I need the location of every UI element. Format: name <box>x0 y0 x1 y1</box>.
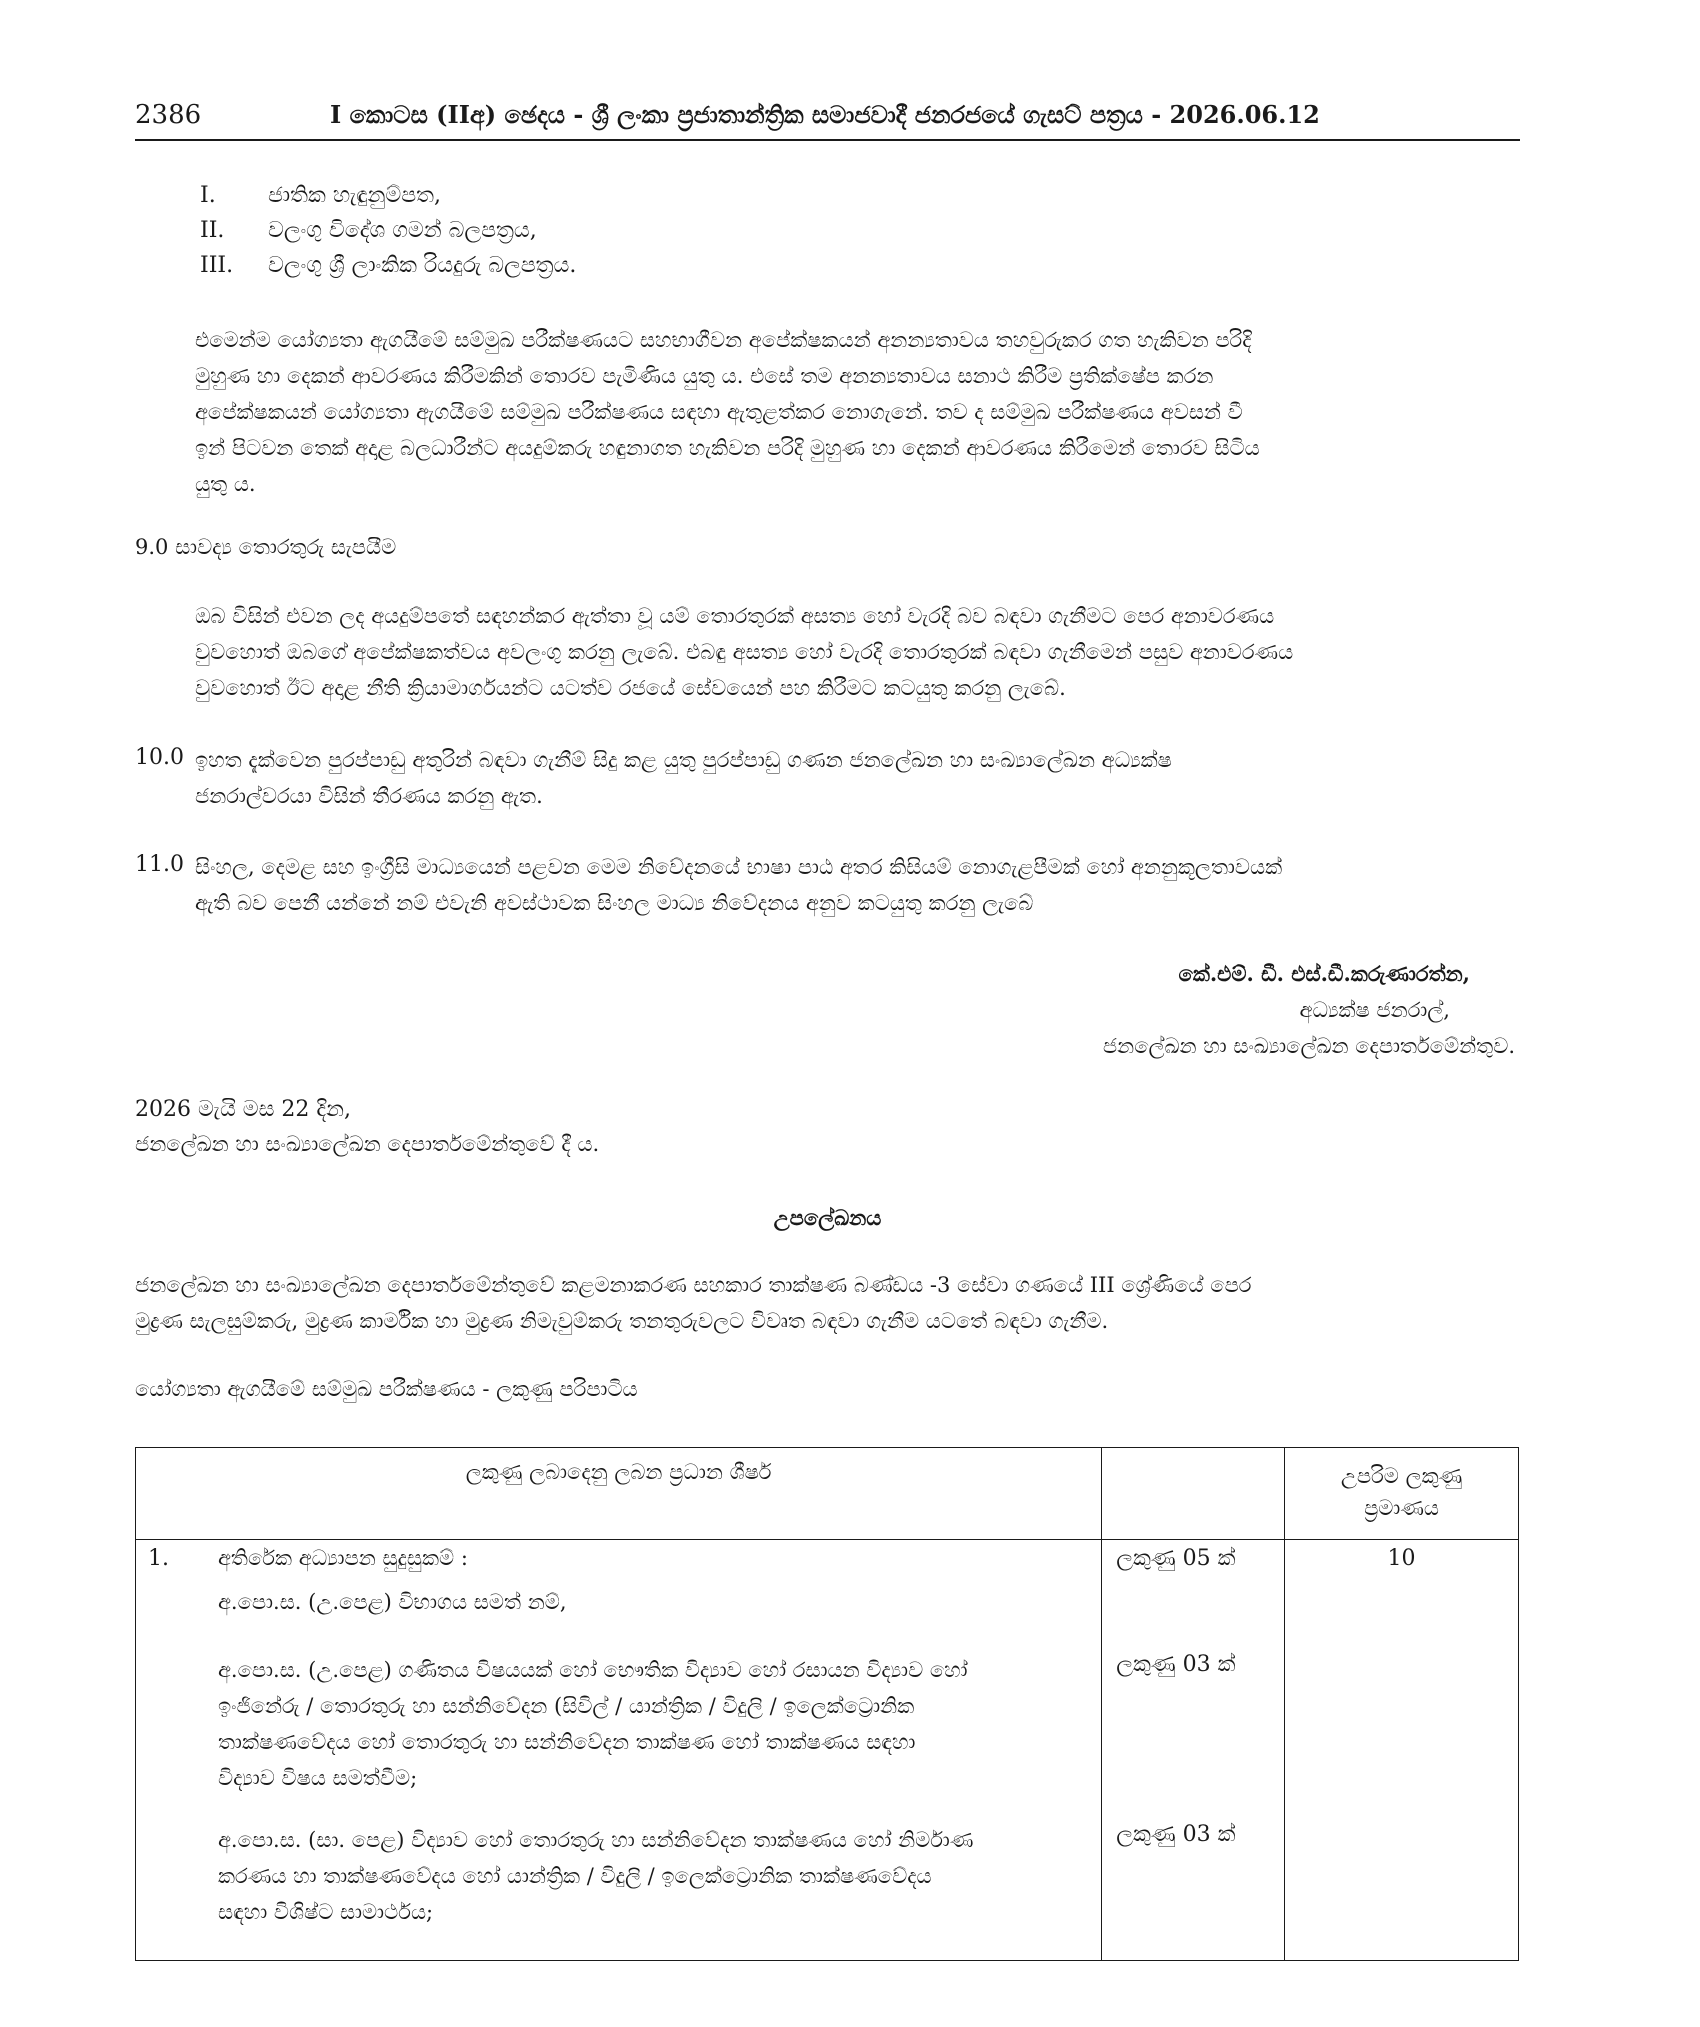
col-header-marks <box>1102 1448 1285 1540</box>
section-10-number: 10.0 <box>135 745 184 770</box>
place-line: ජනලේඛන හා සංඛ්‍යාලේඛන දෙපාර්තමේන්තුවේ දී ය. <box>135 1132 600 1156</box>
header-rule <box>135 139 1520 141</box>
row-number: 1. <box>148 1546 169 1571</box>
signature-block <box>1102 956 1515 1064</box>
paragraph-line: සිංහල, දෙමළ සහ ඉංග්‍රීසි මාධ්‍යයෙන් පළවන මෙම නිවේදනයේ භාෂා පාඨ අතර කිසියම් නොගැළපීමක් හෝ අනනුකූලතාවයක් <box>195 855 1283 879</box>
paragraph-line: මුහුණ හා දෙකන් ආවරණය කිරීමකින් තොරව පැමිණිය යුතු ය. එසේ තම අනන්‍යතාවය සනාථ කිරීම ප්‍රතික්ෂේප කරන <box>195 364 1214 388</box>
table-header-row <box>136 1448 1519 1540</box>
paragraph-line: යුතු ය. <box>195 472 256 496</box>
paragraph-line: වුවහොත් ඊට අදාළ නීති ක්‍රියාමාර්ගයන්ට යටත්ව රජයේ සේවයෙන් පහ කිරීමට කටයුතු කරනු ලැබේ. <box>195 676 1066 700</box>
paragraph-line: ඉහත දැක්වෙන පුරප්පාඩු අතුරින් බඳවා ගැනීම් සිදු කළ යුතු පුරප්පාඩු ගණන ජනලේඛන හා සංඛ්‍යාලේඛන අධ්‍යක්ෂ <box>195 748 1172 772</box>
scheme-heading: යෝග්‍යතා ඇගයීමේ සම්මුඛ පරීක්ෂණය - ලකුණු පරිපාටිය <box>135 1377 638 1401</box>
paragraph-line: අපේක්ෂකයන් යෝග්‍යතා ඇගයීමේ සම්මුඛ පරීක්ෂණය සඳහා ඇතුළත්කර නොගැනේ. තව ද සම්මුඛ පරීක්ෂණය අවසන් වී <box>195 400 1243 424</box>
table-row <box>136 1540 1519 1961</box>
page-number: 2386 <box>135 100 202 130</box>
marks-value: ලකුණු 03 ක් <box>1116 1822 1236 1847</box>
paragraph-line: මුද්‍රණ සැලසුම්කරු, මුද්‍රණ කාර්මික හා මුද්‍රණ නිමැවුම්කරු තනතුරුවලට විවෘත බඳවා ගැනීම යටතේ බඳවා ගැනීම. <box>135 1309 1109 1333</box>
marks-table <box>135 1447 1519 1961</box>
paragraph-line: එමෙන්ම යෝග්‍යතා ඇගයීමේ සම්මුඛ පරීක්ෂණයට සහභාගීවන අපේක්ෂකයන් අනන්‍යතාවය තහවුරුකර ගත හැකිවන පරිදි <box>195 328 1252 352</box>
signatory-department: ජනලේඛන හා සංඛ්‍යාලේඛන දෙපාර්තමේන්තුව. <box>1102 1034 1515 1058</box>
section-9-heading: 9.0 සාවද්‍ය තොරතුරු සැපයීම <box>135 535 397 559</box>
criteria-item-1: අ.පො.ස. (උ.පෙළ) විභාගය සමත් නම්, <box>218 1590 567 1614</box>
paragraph-line: ජනලේඛන හා සංඛ්‍යාලේඛන දෙපාර්තමේන්තුවේ කළමනාකරණ සහකාර තාක්ෂණ බණ්ඩය -3 සේවා ගණයේ III ශ්‍රේණියේ පෙර <box>135 1273 1252 1297</box>
col-header-max: උපරිම ලකුණු ප්‍රමාණය <box>1285 1448 1519 1540</box>
paragraph-line: ඇති බව පෙනී යන්නේ නම් එවැනි අවස්ථාවක සිංහල මාධ්‍ය නිවේදනය අනුව කටයුතු කරනු ලැබේ <box>195 891 1034 915</box>
col-header-main: ලකුණු ලබාදෙනු ලබන ප්‍රධාන ශීර්ෂ <box>136 1448 1102 1540</box>
row-criteria-cell <box>136 1540 1102 1961</box>
row-heading: අතිරේක අධ්‍යාපන සුදුසුකම් : <box>218 1546 468 1570</box>
signatory-name: කේ.එම්. ඩී. එස්.ඩී.කරුණාරත්න, <box>1178 961 1470 986</box>
row-marks-cell <box>1102 1540 1285 1961</box>
section-11-body <box>195 849 1520 921</box>
id-list-item: II. වලංගු විදේශ ගමන් බලපත්‍රය, <box>200 218 537 243</box>
paragraph-line: වුවහොත් ඔබගේ අපේක්ෂකත්වය අවලංගු කරනු ලැබේ. එබඳු අසත්‍ය හෝ වැරදි තොරතුරක් බඳවා ගැනීමෙන් පසුව අනාවරණය <box>195 640 1294 664</box>
marks-value: ලකුණු 03 ක් <box>1116 1652 1236 1677</box>
annex-title: උපලේඛනය <box>773 1205 882 1230</box>
section-10-body <box>195 742 1520 814</box>
row-max-cell: 10 <box>1285 1540 1519 1961</box>
paragraph-line: ඔබ විසින් එවන ලද අයදුම්පතේ සඳහන්කර ඇත්තා වූ යම් තොරතුරක් අසත්‍ය හෝ වැරදි බව බඳවා ගැනීමට පෙර අනාවරණය <box>195 604 1275 628</box>
section-9-body <box>195 598 1520 706</box>
id-list-item: III. වලංගු ශ්‍රී ලාංකික රියදුරු බලපත්‍රය. <box>200 253 577 278</box>
page-title: I කොටස (IIඅ) ඡෙදය - ශ්‍රී ලංකා ප්‍රජාතාන්ත්‍රික සමාජවාදී ජනරජයේ ගැසට් පත්‍රය - 2026.06.12 <box>330 100 1320 129</box>
identity-paragraph <box>195 322 1520 502</box>
paragraph-line: ඉන් පිටවන තෙක් අදාළ බලධාරීන්ට අයදුම්කරු හඳුනාගත හැකිවන පරිදි මුහුණ හා දෙකන් ආවරණය කිරීමෙන් තොරව සිටිය <box>195 436 1260 460</box>
annex-intro <box>135 1267 1520 1339</box>
id-list-item: I. ජාතික හැඳුනුම්පත, <box>200 183 441 208</box>
date-line: 2026 මැයි මස 22 දින, <box>135 1097 351 1122</box>
paragraph-line: ජනරාල්වරයා විසින් තීරණය කරනු ඇත. <box>195 784 543 808</box>
criteria-item-2: අ.පො.ස. (උ.පෙළ) ගණිතය විෂයයක් හෝ භෞතික විද්‍යාව හෝ රසායන විද්‍යාව හෝ ඉංජිනේරු / තොරතුරු හා සන්නිවේදන (සිවිල් / යාන්ත්‍රික / විදුලි / ඉලෙක්ට්‍රොනික තාක්ෂණවේදය හෝ තොරතුරු හා සන්නිවේදන තාක්ෂණ හෝ තාක්ෂණය සඳහා විද්‍යාව විෂය සමත්වීම; <box>218 1658 968 1790</box>
signatory-title: අධ්‍යක්ෂ ජනරාල්, <box>1299 998 1450 1022</box>
marks-value: ලකුණු 05 ක් <box>1116 1546 1236 1571</box>
section-11-number: 11.0 <box>135 852 184 877</box>
criteria-item-3: අ.පො.ස. (සා. පෙළ) විද්‍යාව හෝ තොරතුරු හා සන්නිවේදන තාක්ෂණය හෝ නිර්මාණ කරණය හා තාක්ෂණවේදය හෝ යාන්ත්‍රික / විදුලි / ඉලෙක්ට්‍රොනික තාක්ෂණවේදය සඳහා විශිෂ්ට සාමාර්ථය; <box>218 1828 974 1924</box>
